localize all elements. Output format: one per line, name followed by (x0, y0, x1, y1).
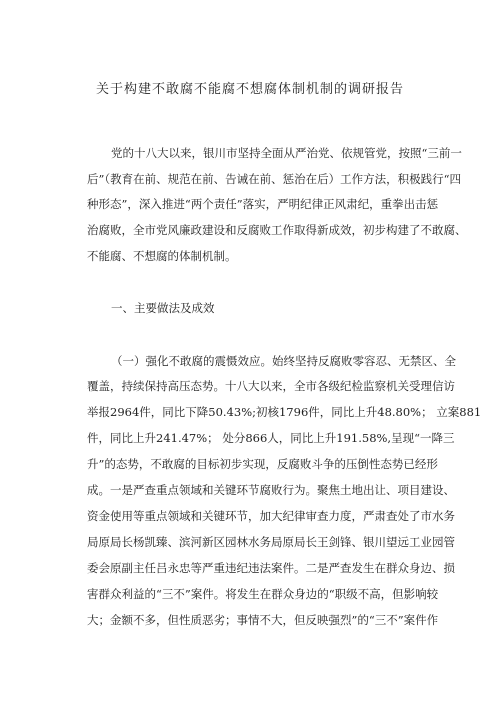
paragraph-line: 后”（教育在前、规范在前、告诫在前、惩治在后）工作方法，积极践行“四 (87, 172, 462, 186)
paragraph-line: 覆盖，持续保持高压态势。十八大以来，全市各级纪检监察机关受理信访 (87, 379, 455, 393)
document-title: 关于构建不敢腐不能腐不想腐体制机制的调研报告 (95, 82, 404, 97)
paragraph-line: 资金使用等重点领域和关键环节，加大纪律审查力度，严肃查处了市水务 (87, 509, 455, 523)
paragraph-line: 治腐败，全市党风廉政建设和反腐败工作取得新成效，初步构建了不敢腐、 (87, 223, 467, 237)
paragraph-line: 件，同比上升241.47%； 处分866人，同比上升191.58%,呈现“一降三 (87, 431, 455, 445)
paragraph-line: 不能腐、不想腐的体制机制。 (87, 249, 237, 263)
paragraph-line: 举报2964件，同比下降50.43%;初核1796件，同比上升48.80%； 立案881 (87, 405, 482, 419)
paragraph-line: 种形态”，深入推进“两个责任”落实，严明纪律正风肃纪，重拳出击惩 (87, 197, 439, 211)
paragraph-line: 党的十八大以来，银川市坚持全面从严治党、依规管党，按照“三前一 (111, 146, 462, 160)
paragraph-line: 委会原副主任吕永忠等严重违纪违法案件。二是严查发生在群众身边、损 (87, 561, 455, 575)
paragraph-line: 局原局长杨凯臻、滨河新区园林水务局原局长王剑锋、银川望远工业园管 (87, 535, 455, 549)
paragraph-line: 成。一是严查重点领域和关键环节腐败行为。聚焦土地出让、项目建设、 (87, 483, 455, 497)
paragraph-line: 大；金额不多，但性质恶劣；事情不大，但反映强烈”的“三不”案件作 (87, 613, 439, 627)
section-heading: 一、主要做法及成效 (111, 301, 215, 315)
paragraph-line: （一）强化不敢腐的震慑效应。始终坚持反腐败零容忍、无禁区、全 (111, 354, 456, 368)
paragraph-line: 害群众利益的“三不”案件。将发生在群众身边的“职级不高，但影响较 (87, 587, 439, 601)
paragraph-line: 升”的态势，不敢腐的目标初步实现，反腐败斗争的压倒性态势已经形 (87, 457, 438, 471)
